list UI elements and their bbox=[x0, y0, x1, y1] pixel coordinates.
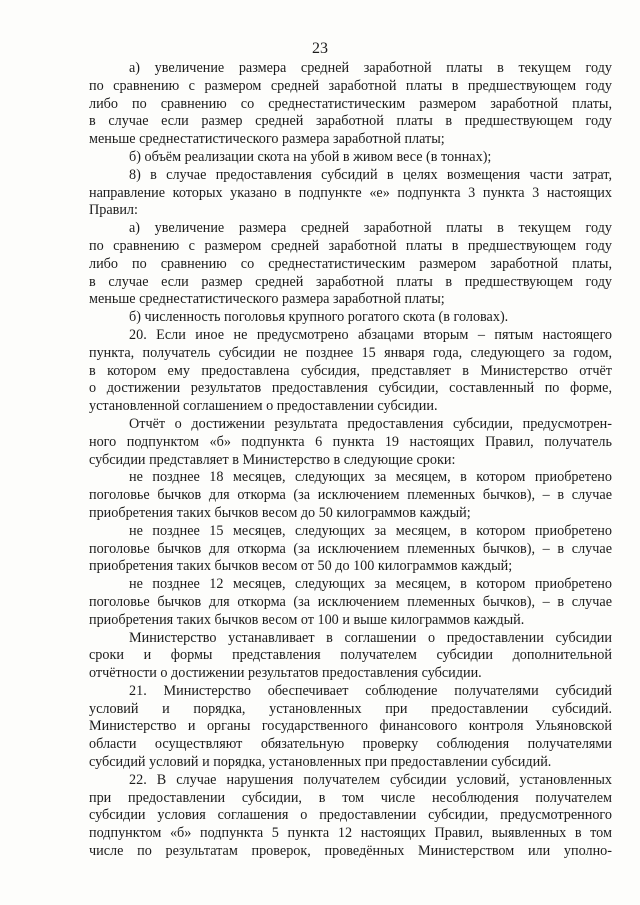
text-line: приобретения таких бычков весом от 100 и выше килограммов каждый. bbox=[89, 611, 525, 628]
text-line: 20. Если иное не предусмотрено абзацами вторым – пятым настоящего bbox=[129, 326, 612, 343]
text-line: установленной соглашением о предоставлении субсидии. bbox=[89, 398, 438, 415]
text-line: Министерство и органы государственного финансового контроля Ульяновской bbox=[89, 718, 612, 735]
text-line: в случае если размер средней заработной платы в предшествующем году bbox=[89, 273, 612, 290]
text-line: Министерство устанавливает в соглашении о предоставлении субсидии bbox=[129, 629, 612, 646]
text-line: сроки и формы представления получателем субсидии дополнительной bbox=[89, 647, 612, 664]
text-line: либо по сравнению со среднестатистическим размером заработной платы, bbox=[89, 255, 612, 272]
text-line: в котором ему предоставлена субсидия, представляет в Министерство отчёт bbox=[89, 362, 612, 379]
text-line: Отчёт о достижении результата предоставления субсидии, предусмотрен- bbox=[129, 415, 612, 432]
text-line: области осуществляют обязательную проверку соблюдения получателями bbox=[89, 736, 612, 753]
text-line: отчётности о достижении результатов предоставления субсидии. bbox=[89, 665, 482, 682]
text-line: поголовье бычков для откорма (за исключением племенных бычков), – в случае bbox=[89, 487, 612, 504]
text-line: при предоставлении субсидии, в том числе несоблюдения получателем bbox=[89, 789, 612, 806]
text-line: не позднее 18 месяцев, следующих за месяцем, в котором приобретено bbox=[129, 469, 612, 486]
text-line: по сравнению с размером средней заработной платы в предшествующем году bbox=[89, 77, 612, 94]
text-line: направление которых указано в подпункте «е» подпункта 3 пункта 3 настоящих bbox=[89, 184, 612, 201]
text-line: о достижении результатов предоставления субсидии, составленный по форме, bbox=[89, 380, 612, 397]
text-line: 21. Министерство обеспечивает соблюдение получателями субсидий bbox=[129, 682, 612, 699]
text-line: меньше среднестатистического размера заработной платы; bbox=[89, 131, 445, 148]
document-body bbox=[89, 60, 612, 861]
text-line: приобретения таких бычков весом от 50 до 100 килограммов каждый; bbox=[89, 558, 513, 575]
text-line: Правил: bbox=[89, 202, 138, 219]
text-line: приобретения таких бычков весом до 50 килограммов каждый; bbox=[89, 504, 471, 521]
text-line: по сравнению с размером средней заработной платы в предшествующем году bbox=[89, 237, 612, 254]
text-line: числе по результатам проверок, проведённых Министерством или уполно- bbox=[89, 843, 612, 860]
text-line: а) увеличение размера средней заработной платы в текущем году bbox=[129, 220, 612, 237]
text-line: поголовье бычков для откорма (за исключением племенных бычков), – в случае bbox=[89, 593, 612, 610]
text-line: субсидии представляет в Министерство в следующие сроки: bbox=[89, 451, 456, 468]
text-line: условий и порядка, установленных при предоставлении субсидий. bbox=[89, 700, 612, 717]
text-line: субсидии условия соглашения о предоставлении субсидии, предусмотренного bbox=[89, 807, 612, 824]
text-line: 22. В случае нарушения получателем субсидии условий, установленных bbox=[129, 771, 612, 788]
text-line: либо по сравнению со среднестатистическим размером заработной платы, bbox=[89, 95, 612, 112]
text-line: не позднее 15 месяцев, следующих за месяцем, в котором приобретено bbox=[129, 522, 612, 539]
text-line: пункта, получатель субсидии не позднее 15 января года, следующего за годом, bbox=[89, 344, 612, 361]
text-line: не позднее 12 месяцев, следующих за месяцем, в котором приобретено bbox=[129, 576, 612, 593]
text-line: субсидий условий и порядка, установленных при предоставлении субсидий. bbox=[89, 754, 552, 771]
text-line: ного подпунктом «б» подпункта 6 пункта 19 настоящих Правил, получатель bbox=[89, 433, 612, 450]
text-line: подпунктом «б» подпункта 5 пункта 12 настоящих Правил, выявленных в том bbox=[89, 825, 612, 842]
text-line: в случае если размер средней заработной платы в предшествующем году bbox=[89, 113, 612, 130]
page-number: 23 bbox=[312, 40, 328, 57]
text-line: поголовье бычков для откорма (за исключением племенных бычков), – в случае bbox=[89, 540, 612, 557]
text-line: а) увеличение размера средней заработной платы в текущем году bbox=[129, 60, 612, 76]
text-line: б) объём реализации скота на убой в живом весе (в тоннах); bbox=[129, 148, 492, 165]
text-line: 8) в случае предоставления субсидий в целях возмещения части затрат, bbox=[129, 166, 612, 183]
text-line: меньше среднестатистического размера заработной платы; bbox=[89, 291, 445, 308]
text-line: б) численность поголовья крупного рогатого скота (в головах). bbox=[129, 309, 509, 326]
